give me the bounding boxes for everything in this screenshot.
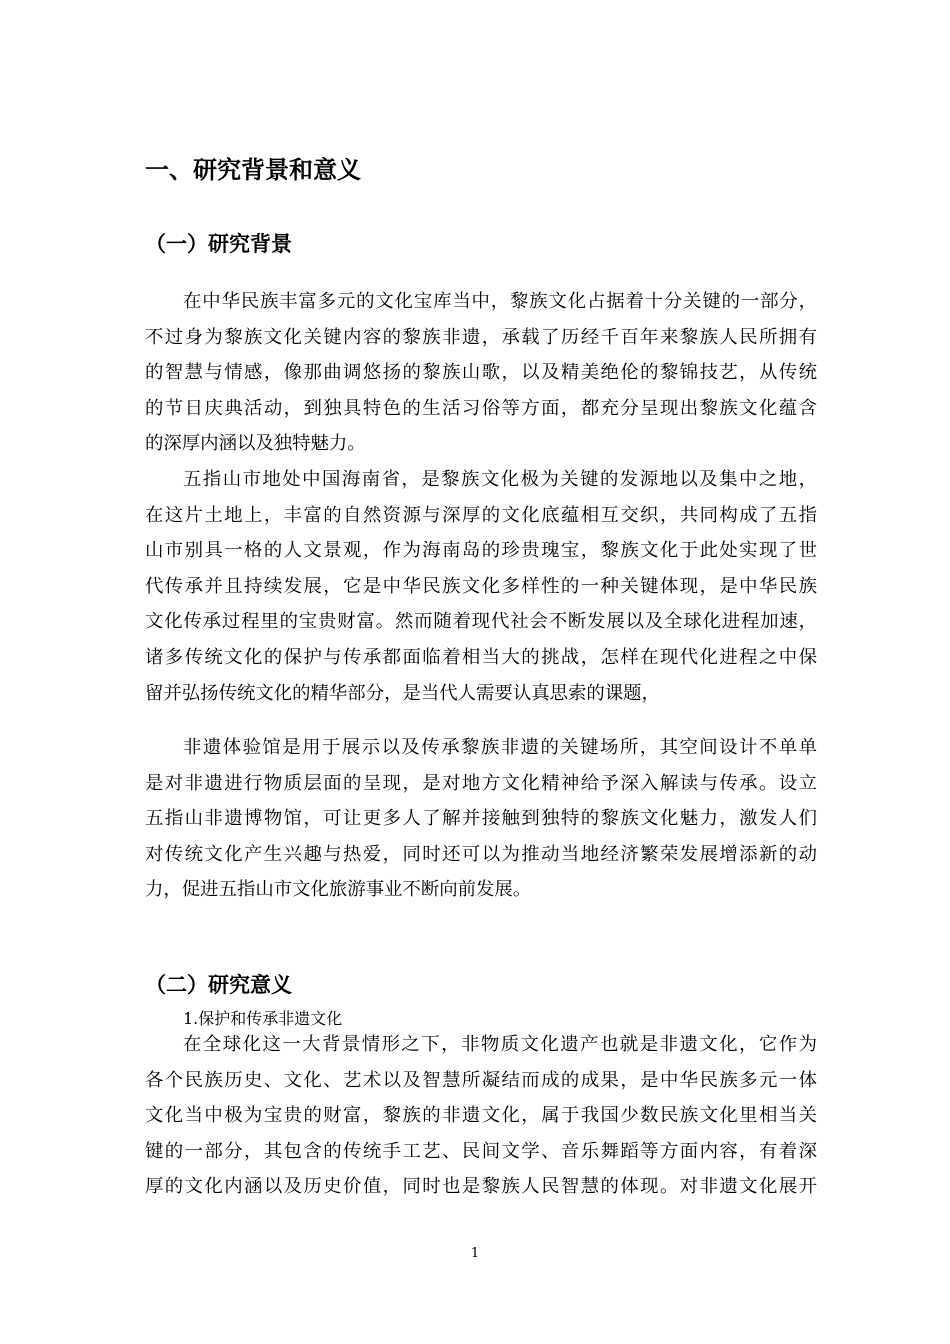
text-line: 五指山市地处中国海南省，是黎族文化极为关键的发源地以及集中之地， (183, 469, 817, 490)
subsection-heading: 1.保护和传承非遗文化 (183, 1009, 343, 1028)
text-line: 文化传承过程里的宝贵财富。然而随着现代社会不断发展以及全球化进程加速， (145, 611, 817, 633)
text-line: 文化当中极为宝贵的财富，黎族的非遗文化，属于我国少数民族文化里相当关 (145, 1105, 817, 1127)
page-number: 1 (470, 1246, 480, 1261)
text-line: 山市别具一格的人文景观，作为海南岛的珍贵瑰宝，黎族文化于此处实现了世 (145, 540, 817, 562)
section-heading-background: （一）研究背景 (145, 232, 292, 256)
text-line: 厚的文化内涵以及历史价值，同时也是黎族人民智慧的体现。对非遗文化展开 (145, 1176, 817, 1198)
text-line: 诸多传统文化的保护与传承都面临着相当大的挑战，怎样在现代化进程之中保 (145, 646, 817, 668)
text-line: 是对非遗进行物质层面的呈现，是对地方文化精神给予深入解读与传承。设立 (145, 772, 817, 794)
text-line: 代传承并且持续发展，它是中华民族文化多样性的一种关键体现，是中华民族 (145, 575, 817, 597)
text-line: 各个民族历史、文化、艺术以及智慧所凝结而成的成果，是中华民族多元一体 (145, 1069, 817, 1091)
text-line: 在全球化这一大背景情形之下，非物质文化遗产也就是非遗文化，它作为 (183, 1034, 817, 1055)
paragraph-1 (145, 284, 817, 462)
text-line: 五指山非遗博物馆，可让更多人了解并接触到独特的黎族文化魅力，激发人们 (145, 808, 817, 830)
text-line: 的智慧与情感，像那曲调悠扬的黎族山歌，以及精美绝伦的黎锦技艺，从传统 (145, 362, 817, 384)
text-line: 的节日庆典活动，到独具特色的生活习俗等方面，都充分呈现出黎族文化蕴含 (145, 397, 817, 419)
text-line: 键的一部分，其包含的传统手工艺、民间文学、音乐舞蹈等方面内容，有着深 (145, 1140, 817, 1162)
text-line: 力，促进五指山市文化旅游事业不断向前发展。 (145, 879, 532, 901)
paragraph-3 (145, 730, 817, 908)
chapter-heading: 一、研究背景和意义 (145, 156, 361, 184)
section-heading-significance: （二）研究意义 (145, 973, 292, 997)
text-line: 在这片土地上，丰富的自然资源与深厚的文化底蕴相互交织，共同构成了五指 (145, 504, 817, 526)
text-line: 留并弘扬传统文化的精华部分，是当代人需要认真思索的课题， (145, 682, 660, 704)
text-line: 的深厚内涵以及独特魅力。 (145, 433, 366, 455)
paragraph-4 (145, 1027, 817, 1205)
text-line: 非遗体验馆是用于展示以及传承黎族非遗的关键场所，其空间设计不单单 (183, 737, 817, 758)
text-line: 在中华民族丰富多元的文化宝库当中，黎族文化占据着十分关键的一部分， (183, 291, 817, 312)
text-line: 不过身为黎族文化关键内容的黎族非遗，承载了历经千百年来黎族人民所拥有 (145, 326, 817, 348)
text-line: 对传统文化产生兴趣与热爱，同时还可以为推动当地经济繁荣发展增添新的动 (145, 843, 817, 865)
paragraph-2 (145, 462, 817, 711)
